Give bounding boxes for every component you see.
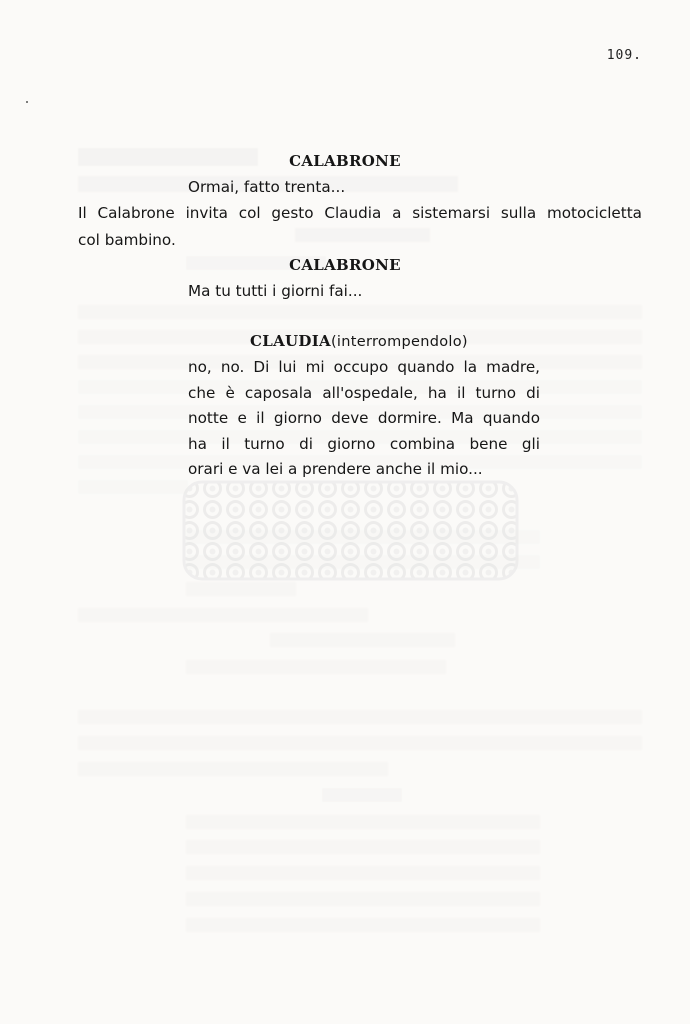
parenthetical: (interrompendolo) <box>330 334 468 350</box>
dialogue-line: ha il turno di giorno combina bene gli <box>188 434 540 453</box>
speaker-name: CLAUDIA <box>250 332 331 350</box>
speaker-calabrone-2: CALABRONE <box>289 256 401 274</box>
dialogue-calabrone-2 <box>188 279 540 305</box>
dialogue-line: no, no. Di lui mi occupo quando la madre, <box>188 358 540 376</box>
speaker-calabrone-1: CALABRONE <box>289 152 401 170</box>
action-paragraph <box>78 200 642 254</box>
dialogue-line: che è caposala all'ospedale, ha il turno di <box>188 383 540 402</box>
dialogue-claudia <box>188 355 540 483</box>
speck <box>26 101 28 103</box>
speaker-claudia <box>250 332 468 350</box>
dialogue-calabrone-1 <box>188 175 540 201</box>
dialogue-line: notte e il giorno deve dormire. Ma quando <box>188 409 540 427</box>
dialogue-line: Ma tu tutti i giorni fai... <box>188 282 363 300</box>
page-number: 109. <box>606 48 642 63</box>
ornament-watermark <box>178 478 523 583</box>
action-line: Il Calabrone invita col gesto Claudia a sistemarsi sulla motocicletta <box>78 204 642 222</box>
dialogue-line: Ormai, fatto trenta... <box>188 178 346 196</box>
action-line: col bambino. <box>78 231 176 249</box>
dialogue-line: orari e va lei a prendere anche il mio... <box>188 460 483 478</box>
